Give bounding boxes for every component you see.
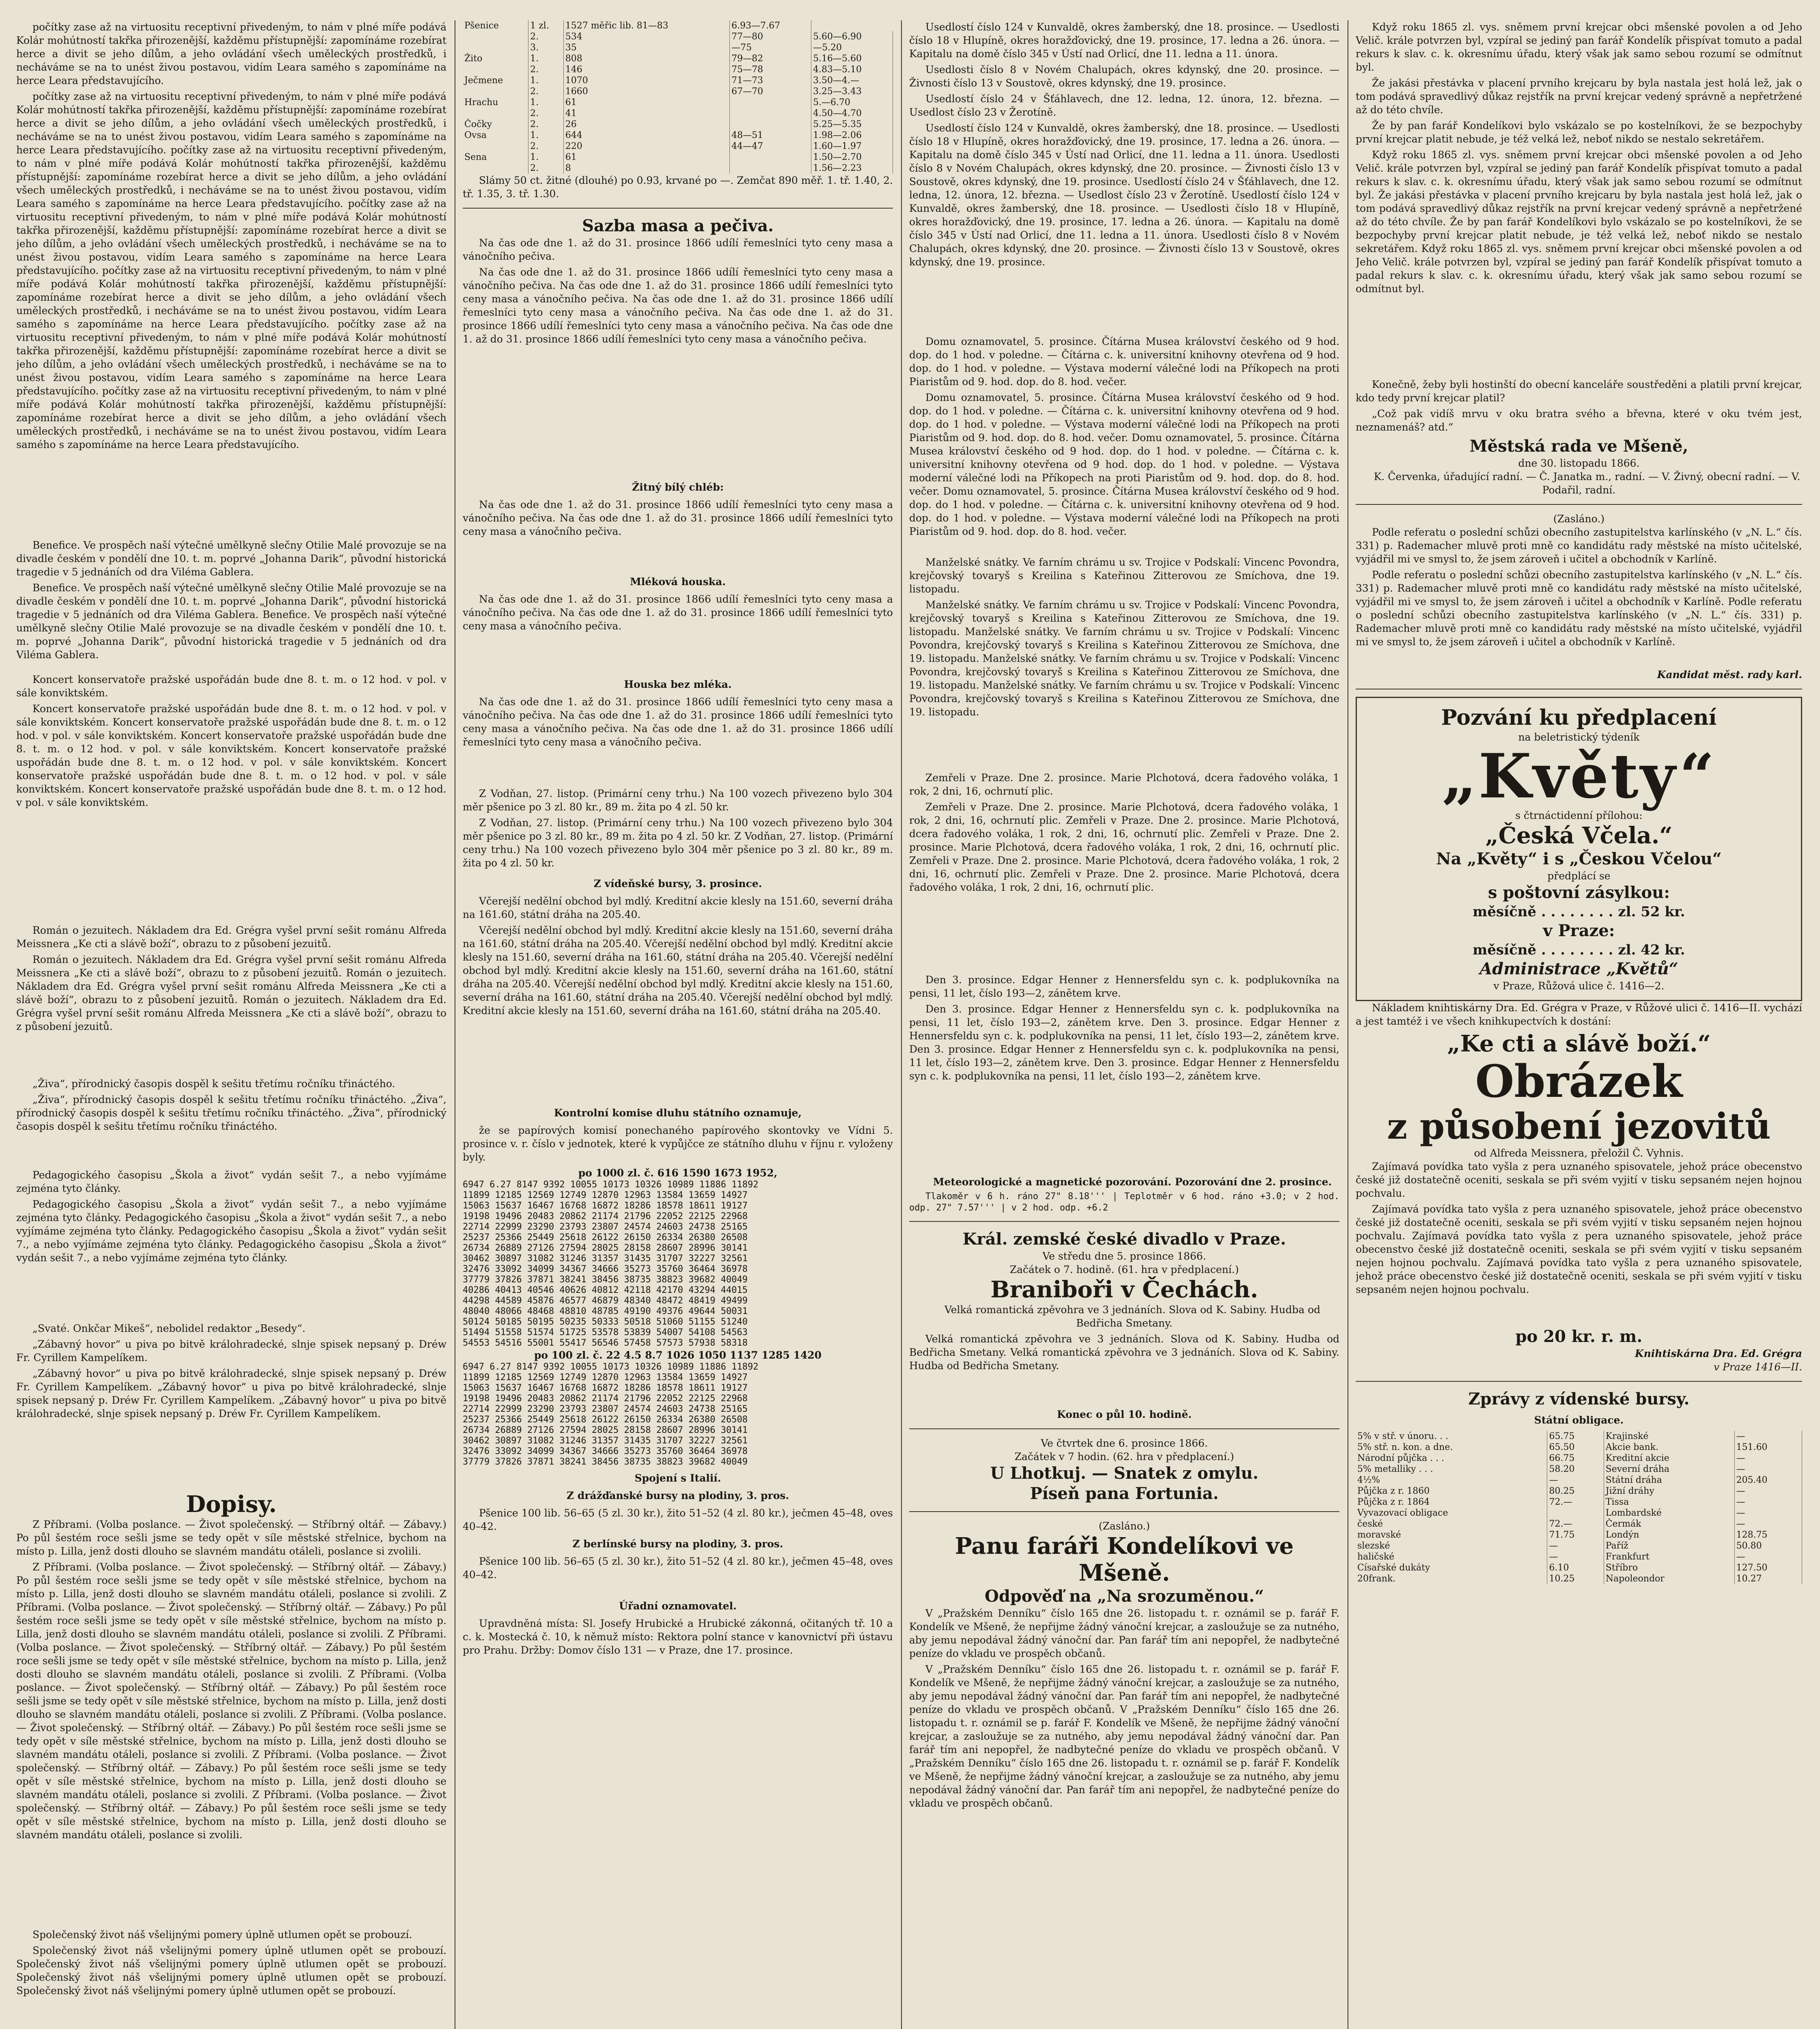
theatre-title: Král. zemské české divadlo v Praze. [962,1230,1286,1249]
bursa-cell: Jižní dráhy [1604,1486,1734,1497]
bread-text: Na čas ode dne 1. až do 31. prosince 1866 udílí řemeslníci tyto ceny masa a vánočního pečiva. Na čas ode dne 1. až do 31. prosince 1866 udílí řemeslníci tyto ceny masa a vánočního pečiva. [463,499,893,537]
column-1 [16,20,446,2029]
grain-cell [463,163,528,174]
grain-cell: 2. [528,86,564,97]
grain-cell: 44—47 [730,141,811,152]
book-title: „Ke cti a slávě boží.“ [1447,1030,1711,1057]
grain-cell: 61 [563,97,729,108]
bursa-cell: Kreditní akcie [1604,1453,1734,1464]
bursa-cell: 4½% [1356,1475,1547,1486]
council-date: dne 30. listopadu 1866. [1518,457,1640,469]
play-title-lhotky: U Lhotkuj. — Snatek z omylu. [990,1464,1259,1483]
grain-cell: 8 [563,163,729,174]
lottery-number-grid: 6947 6.27 8147 9392 10055 10173 10326 10989 11886 11892 11899 12185 12569 12749 12870 12963 13584 13659 14927 15063 15637 16467 16768 16872 18286 18578 18611 19127 19198 19496 20483 20862 21174 21796 22052 22125 22968 22714 22999 23290 23793 23807 24574 24603 24738 25165 25237 25366 25449 25618 26122 26150 26334 26380 26508 26734 26889 27126 27594 28025 28158 28607 28996 30141 30462 30897 31082 31246 31357 31435 31707 32227 32561 32476 33092 34099 34367 34666 35273 35760 36464 36978 37779 37826 37871 38241 38456 38735 38823 39682 40049 40286 40413 40546 40626 40812 42118 42170 43294 44015 44298 44589 45876 46577 46879 48340 48472 48419 49499 48040 48066 48468 48810 48785 49190 49376 49644 50031 50124 50185 50195 50235 50333 50518 51060 51155 51240 51494 51558 51574 51725 53578 53839 54007 54108 54563 54553 54516 55001 55417 56546 57458 57573 57938 58318 [463,1180,759,1348]
column-3: Usedlostí číslo 124 v Kunvaldě, okres žamberský, dne 18. prosince. — Usedlosti číslo 18 v Hlupíně, okres horažďovický, dne 19. prosince, 17. ledna a 26. února. — Kapitalu na domě číslo 345 v Ústí nad Orlicí, dne 11. ledna a 11. února. Usedlosti číslo 8 v Novém Chalupách, okres kdynský, dne 20. prosince. — Živnosti číslo 13 v Soustově, okres kdynský, dne 19. prosince. Usedlostí číslo 24 v Šťáhlavech, dne 12. ledna, 12. února, 12. března. — Usedlost číslo 23 v Žerotíně. Usedlostí číslo 124 v Kunvaldě, okres žamberský, dne 18. prosince. — Usedlosti číslo 18 v Hlupíně, okres horažďovický, dne 19. prosince, 17. ledna a 26. února. — Kapitalu na domě číslo 345 v Ústí nad Orlicí, dne 11. ledna a 11. února. Usedlosti číslo 8 v Novém Chalupách, okres kdynský, dne 20. prosince. — Živnosti číslo 13 v Soustově, okres kdynský, dne 19. prosince. Usedlostí číslo 24 v Šťáhlavech, dne 12. ledna, 12. února, 12. března. — Usedlost číslo 23 v Žerotíně. Usedlostí číslo 124 v Kunvaldě, okres žamberský, dne 18. prosince. — Usedlosti číslo 18 v Hlupíně, okres horažďovický, dne 19. prosince, 17. ledna a 26. února. — Kapitalu na domě číslo 345 v Ústí nad Orlicí, dne 11. ledna a 11. února. Usedlosti číslo 8 v Novém Chalupách, okres kdynský, dne 20. prosince. — Živnosti číslo 13 v Soustově, okres kdynský, dne 19. prosince. Domu oznamovatel, 5. prosince. Čítárna Musea království českého od 9 hod. dop. do 1 hod. v poledne. — Čítárna c. k. universitní knihovny otevřena od 9 hod. dop. do 1 hod. v poledne. — Výstava moderní válečné lodi na Příkopech na proti Piaristům od 9. hod. dop. do 8. hod. večer. Domu oznamovatel, 5. prosince. Čítárna Musea království českého od 9 hod. dop. do 1 hod. v poledne. — Čítárna c. k. universitní knihovny otevřena od 9 hod. dop. do 1 hod. v poledne. — Výstava moderní válečné lodi na Příkopech na proti Piaristům od 9. hod. dop. do 8. hod. večer. Domu oznamovatel, 5. prosince. Čítárna Musea království českého od 9 hod. dop. do 1 hod. v poledne. — Čítárna c. k. universitní knihovny otevřena od 9 hod. dop. do 1 hod. v poledne. — Výstava moderní válečné lodi na Příkopech na proti Piaristům od 9. hod. dop. do 8. hod. večer. Domu oznamovatel, 5. prosince. Čítárna Musea království českého od 9 hod. dop. do 1 hod. v poledne. — Čítárna c. k. universitní knihovny otevřena od 9 hod. dop. do 1 hod. v poledne. — Výstava moderní válečné lodi na Příkopech na proti Piaristům od 9. hod. dop. do 8. hod. večer. Manželské snátky. Ve farním chrámu u sv. Trojice v Podskalí: Vincenc Povondra, krejčovský tovaryš s Kreilina s Kateřinou Zitterovou ze Smíchova, dne 19. listopadu. Manželské snátky. Ve farním chrámu u sv. Trojice v Podskalí: Vincenc Povondra, krejčovský tovaryš s Kreilina s Kateřinou Zitterovou ze Smíchova, dne 19. listopadu. Manželské snátky. Ve farním chrámu u sv. Trojice v Podskalí: Vincenc Povondra, krejčovský tovaryš s Kreilina s Kateřinou Zitterovou ze Smíchova, dne 19. listopadu. Manželské snátky. Ve farním chrámu u sv. Trojice v Podskalí: Vincenc Povondra, krejčovský tovaryš s Kreilina s Kateřinou Zitterovou ze Smíchova, dne 19. listopadu. Manželské snátky. Ve farním chrámu u sv. Trojice v Podskalí: Vincenc Povondra, krejčovský tovaryš s Kreilina s Kateřinou Zitterovou ze Smíchova, dne 19. listopadu. Zemřeli v Praze. Dne 2. prosince. Marie Plchotová, dcera řadového voláka, 1 rok, 2 dni, 16, ochrnutí plic. Zemřeli v Praze. Dne 2. prosince. Marie Plchotová, dcera řadového voláka, 1 rok, 2 dni, 16, ochrnutí plic. Zemřeli v Praze. Dne 2. prosince. Marie Plchotová, dcera řadového voláka, 1 rok, 2 dni, 16, ochrnutí plic. Zemřeli v Praze. Dne 2. prosince. Marie Plchotová, dcera řadového voláka, 1 rok, 2 dni, 16, ochrnutí plic. Zemřeli v Praze. Dne 2. prosince. Marie Plchotová, dcera řadového voláka, 1 rok, 2 dni, 16, ochrnutí plic. Zemřeli v Praze. Dne 2. prosince. Marie Plchotová, dcera řadového voláka, 1 rok, 2 dni, 16, ochrnutí plic. Den 3. prosince. Edgar Henner z Hennersfeldu syn c. k. podplukovníka na pensi, 11 let, číslo 193—2, zánětem krve. Den 3. prosince. Edgar Henner z Hennersfeldu syn c. k. podplukovníka na pensi, 11 let, číslo 193—2, zánětem krve. Den 3. prosince. Edgar Henner z Hennersfeldu syn c. k. podplukovníka na pensi, 11 let, číslo 193—2, zánětem krve. Den 3. prosince. Edgar Henner z Hennersfeldu syn c. k. podplukovníka na pensi, 11 let, číslo 193—2, zánětem krve. Den 3. prosince. Edgar Henner z Hennersfeldu syn c. k. podplukovníka na pensi, 11 let, číslo 193—2, zánětem krve. Meteorologické a magnetické pozorování. Pozorování dne 2. prosince. Tlakoměr v 6 h. ráno 27" 8.18''' | Teplotměr v 6 hod. ráno +3.0; v 2 hod. odp. 27" 7.57''' | v 2 hod. odp. +6.2 Král. zemské české divadlo v Praze. Ve středu dne 5. prosince 1866. Začátek o 7. hodině. (61. hra v předplacení.) Braniboři v Čechách. Velká romantická zpěvohra ve 3 jednáních. Slova od K. Sabiny. Hudba od Bedřicha Smetany. Velká romantická zpěvohra ve 3 jednáních. Slova od K. Sabiny. Hudba od Bedřicha Smetany. Velká romantická zpěvohra ve 3 jednáních. Slova od K. Sabiny. Hudba od Bedřicha Smetany. Konec o půl 10. hodině. Ve čtvrtek dne 6. prosince 1866. Začátek v 7 hodin. (62. hra v předplacení.) U Lhotkuj. — Snatek z omylu. Píseň pana Fortunia. (Zasláno.) Panu faráři Kondelíkovi ve Mšeně. Odpověď na „Na srozuměnou.“ V „Pražském Denníku“ číslo 165 dne 26. listopadu t. r. oznámil se p. farář F. Kondelík ve Mšeně, že nepřijme žádný vánoční krejcar, a zasloužuje se za nutného, aby jemu nepodával žádný vánoční dar. Pan farář tím ani nepopřel, že nadbytečné peníze do vkladu ve prospěch občanů. V „Pražském Denníku“ číslo 165 dne 26. listopadu t. r. oznámil se p. farář F. Kondelík ve Mšeně, že nepřijme žádný vánoční krejcar, a zasloužuje se za nutného, aby jemu nepodával žádný vánoční dar. Pan farář tím ani nepopřel, že nadbytečné peníze do vkladu ve prospěch občanů. V „Pražském Denníku“ číslo 165 dne 26. listopadu t. r. oznámil se p. farář F. Kondelík ve Mšeně, že nepřijme žádný vánoční krejcar, a zasloužuje se za nutného, aby jemu nepodával žádný vánoční dar. Pan farář tím ani nepopřel, že nadbytečné peníze do vkladu ve prospěch občanů. V „Pražském Denníku“ číslo 165 dne 26. listopadu t. r. oznámil se p. farář F. Kondelík ve Mšeně, že nepřijme žádný vánoční krejcar, a zasloužuje se za nutného, aby jemu nepodával žádný vánoční dar. Pan farář tím ani nepopřel, že nadbytečné peníze do vkladu ve prospěch občanů. [909,21,1339,1809]
bursa-row [1356,1431,1802,1442]
grain-cell: 1.60—1.97 [811,141,893,152]
zaslano-text: Podle referatu o poslední schůzi obecního zastupitelstva karlínského (v „N. L.“ čís. 331) p. Rademacher mluvě proti mně co kandidátu rady městské na místo učitelské, vyjádřil mi ve smysl to, že jsem zároveň i učitel a obchodník v Karlíně. [1356,526,1802,565]
grain-cell: 2. [528,31,564,42]
article-paragraph: „Zábavný hovor“ u piva po bitvě králohradecké, slnje spisek nepsaný p. Dréw Fr. Cyrillem Kampelíkem. „Zábavný hovor“ u piva po bitvě králohradecké, slnje spisek nepsaný p. Dréw Fr. Cyrillem Kampelíkem. „Zábavný hovor“ u piva po bitvě králohradecké, slnje spisek nepsaný p. Dréw Fr. Cyrillem Kampelíkem. [16,1368,446,1419]
bursa-table [1356,1431,1802,1584]
notice-paragraph: Manželské snátky. Ve farním chrámu u sv. Trojice v Podskalí: Vincenc Povondra, krejčovský tovaryš s Kreilina s Kateřinou Zitterovou ze Smíchova, dne 19. listopadu. [909,556,1339,595]
bread-title: Žitný bílý chléb: [632,481,724,493]
bursa-cell: české [1356,1519,1547,1529]
grain-row [463,130,893,141]
bursa-cell: Stříbro [1604,1562,1734,1573]
notice-paragraph: Usedlostí číslo 124 v Kunvaldě, okres žamberský, dne 18. prosince. — Usedlosti číslo 18 v Hlupíně, okres horažďovický, dne 19. prosince, 17. ledna a 26. února. — Kapitalu na domě číslo 345 v Ústí nad Orlicí, dne 11. ledna a 11. února. [909,21,1339,60]
bursa-cell: Paříž [1604,1540,1734,1551]
grain-cell: 1. [528,152,564,163]
sazba-text: Na čas ode dne 1. až do 31. prosince 1866 udílí řemeslníci tyto ceny masa a vánočního pečiva. [463,237,893,262]
play-title-branibori: Braniboři v Čechách. [990,1276,1258,1303]
bursa-cell: 65.50 [1547,1442,1604,1453]
grain-cell: —5.20 [811,42,893,53]
bursa-row [1356,1486,1802,1497]
bursa-cell: slezské [1356,1540,1547,1551]
grain-cell: 1. [528,97,564,108]
divider [909,1511,1339,1512]
ad-in-prague: v Praze: [1543,921,1615,940]
bursa-statni: Státní obligace. [1534,1414,1624,1426]
divider [909,1221,1339,1222]
grain-cell: 1. [528,53,564,64]
letter-title: Panu faráři Kondelíkovi ve Mšeně. [955,1533,1294,1586]
bursa-row [1356,1464,1802,1475]
grain-cell: Ovsa [463,130,528,141]
grain-cell: Čočky [463,119,528,130]
bursa-cell: haličské [1356,1551,1547,1562]
grain-cell: Sena [463,152,528,163]
sazba-title: Sazba masa a pečiva. [582,216,774,235]
grain-cell [730,108,811,119]
ad-postal: s poštovní zásylkou: [1488,883,1670,902]
grain-cell: 4.83—5.10 [811,64,893,75]
council-title: Městská rada ve Mšeně, [1469,437,1688,456]
grain-cell [463,64,528,75]
theatre-start-2: Začátek v 7 hodin. (62. hra v předplacení.) [1014,1451,1234,1463]
mleko-title: Mléková houska. [630,576,726,588]
bursa-cell: 65.75 [1547,1431,1604,1442]
bursa-cell: 72.— [1547,1519,1604,1529]
bursa-cell: 50.80 [1734,1540,1802,1551]
grain-cell: 1.98—2.06 [811,130,893,141]
grain-cell: 2. [528,119,564,130]
divider [1356,504,1802,505]
grain-row [463,152,893,163]
bursa-cell: Národní půjčka . . . [1356,1453,1547,1464]
grain-cell: 1070 [563,75,729,86]
grain-cell: 5.16—5.60 [811,53,893,64]
bursa-cell: 10.27 [1734,1573,1802,1584]
grain-cell: 6.93—7.67 [730,20,811,31]
bursa-cell: — [1734,1508,1802,1519]
bursa-cell: 5% v stř. v únoru. . . [1356,1431,1547,1442]
letter-quote: „Což pak vidíš mrvu v oku bratra svého a břevna, které v oku tvém jest, neznamenáš? atd.“ [1356,408,1802,433]
bursa-cell: — [1547,1475,1604,1486]
divider [909,1428,1339,1429]
bursa-cell: Severní dráha [1604,1464,1734,1475]
ad-administration: Administrace „Květů“ [1479,959,1678,978]
grain-row [463,141,893,152]
play-subtitle: Velká romantická zpěvohra ve 3 jednáních. Slova od K. Sabiny. Hudba od Bedřicha Smetany. [944,1304,1321,1329]
zaslano-label: (Zasláno.) [1098,1520,1150,1532]
grain-cell: 2. [528,108,564,119]
grain-cell [463,86,528,97]
council-names: K. Červenka, úřadující radní. — Č. Janatka m., radní. — V. Živný, obecní radní. — V. Podařil, radní. [1374,471,1801,496]
bursa-row [1356,1573,1802,1584]
grain-row [463,119,893,130]
notice-paragraph: Zemřeli v Praze. Dne 2. prosince. Marie Plchotová, dcera řadového voláka, 1 rok, 2 dni, 16, ochrnutí plic. [909,772,1339,797]
mleko-text: Na čas ode dne 1. až do 31. prosince 1866 udílí řemeslníci tyto ceny masa a vánočního pečiva. Na čas ode dne 1. až do 31. prosince 1866 udílí řemeslníci tyto ceny masa a vánočního pečiva. [463,593,893,632]
article-paragraph: počítky zase až na virtuositu receptivní přivedeným, to nám v plné míře podává Kolár mohútností takřka přirozenější, každěmu přístupnější: zapomínáme rozebírat herce a divit se jeho dílům, a jeho ovládání všech uměleckých prostředků, i necháváme se na to unést živou postavou, vidím Leara samého s zapomínáme na herce Leara představujícího. počítky zase až na virtuositu receptivní přivedeným, to nám v plné míře podává Kolár mohútností takřka přirozenější, každěmu přístupnější: zapomínáme rozebírat herce a divit se jeho dílům, a jeho ovládání všech uměleckých prostředků, i necháváme se na to unést živou postavou, vidím Leara samého s zapomínáme na herce Leara představujícího. počítky zase až na virtuositu receptivní přivedeným, to nám v plné míře podává Kolár mohútností takřka přirozenější, každěmu přístupnější: zapomínáme rozebírat herce a divit se jeho dílům, a jeho ovládání všech uměleckých prostředků, i necháváme se na to unést živou postavou, vidím Leara samého s zapomínáme na herce Leara představujícího. počítky zase až na virtuositu receptivní přivedeným, to nám v plné míře podává Kolár mohútností takřka přirozenější, každěmu přístupnější: zapomínáme rozebírat herce a divit se jeho dílům, a jeho ovládání všech uměleckých prostředků, i necháváme se na to unést živou postavou, vidím Leara samého s zapomínáme na herce Leara představujícího. počítky zase až na virtuositu receptivní přivedeným, to nám v plné míře podává Kolár mohútností takřka přirozenější, každěmu přístupnější: zapomínáme rozebírat herce a divit se jeho dílům, a jeho ovládání všech uměleckých prostředků, i necháváme se na to unést živou postavou, vidím Leara samého s zapomínáme na herce Leara představujícího. počítky zase až na virtuositu receptivní přivedeným, to nám v plné míře podává Kolár mohútností takřka přirozenější, každěmu přístupnější: zapomínáme rozebírat herce a divit se jeho dílům, a jeho ovládání všech uměleckých prostředků, i necháváme se na to unést živou postavou, vidím Leara samého s zapomínáme na herce Leara představujícího. [16,90,446,450]
grain-row [463,108,893,119]
grain-cell: 1.50—2.70 [811,152,893,163]
bursa-row [1356,1529,1802,1540]
book-price: po 20 kr. r. m. [1515,1327,1643,1346]
grain-cell: 41 [563,108,729,119]
bursa-cell: Lombardské [1604,1508,1734,1519]
grain-row [463,75,893,86]
bursa-cell: Státní dráha [1604,1475,1734,1486]
bursa-cell: Napoleondor [1604,1573,1734,1584]
lottery-foot: po 100 zl. č. 22 4.5 8.7 1026 1050 1137 1285 1420 [534,1349,822,1361]
divider [463,208,893,209]
grain-cell: 35 [563,42,729,53]
kontrola-text: že se papírových komisí ponechaného papírového skontovky ve Vídni 5. prosince v. r. číslo v jednotek, které k vypůjčce ze státního dluhu v říjnu r. vyloženy byly. [463,1124,893,1163]
grain-cell: 26 [563,119,729,130]
zaslano-label-2: (Zasláno.) [1553,513,1605,525]
ad-price-prague: měsíčně . . . . . . . . zl. 42 kr. [1473,942,1685,958]
grain-cell: 5.—6.70 [811,97,893,108]
grain-cell: 67—70 [730,86,811,97]
bursa-cell: 66.75 [1547,1453,1604,1464]
bursa-cell: Císařské dukáty [1356,1562,1547,1573]
grain-cell: 1 zl. [528,20,564,31]
bursa-cell: 6.10 [1547,1562,1604,1573]
article-svate: „Svaté. Onkčar Mikeš“, nebolidel redaktor „Besedy“. [32,1323,306,1334]
grain-cell: 61 [563,152,729,163]
bursa-cell: 58.20 [1547,1464,1604,1475]
letter-subtitle: Odpověď na „Na srozuměnou.“ [984,1587,1264,1606]
bursa-cell: Půjčka z r. 1860 [1356,1486,1547,1497]
notice-paragraph: Usedlosti číslo 8 v Novém Chalupách, okres kdynský, dne 20. prosince. — Živnosti číslo 13 v Soustově, okres kdynský, dne 19. prosince. [909,64,1339,89]
article-roman: Román o jezuitech. Nákladem dra Ed. Grégra vyšel první sešit románu Alfreda Meissnera „Ke cti a slávě boží“, obrazu to z působení jezuitů. [16,924,446,950]
grain-cell: Pšenice [463,20,528,31]
grain-cell [463,108,528,119]
bursa-cell: — [1734,1551,1802,1562]
grain-cell: Hrachu [463,97,528,108]
grain-cell: 79—82 [730,53,811,64]
bursa-cell: moravské [1356,1529,1547,1540]
article-paragraph: Společenský život náš všelijnými pomery úplně utlumen opět se probouzí. Společenský život náš všelijnými pomery úplně utlumen opět se probouzí. Společenský život náš všelijnými pomery úplně utlumen opět se probouzí. Společenský život náš všelijnými pomery úplně utlumen opět se probouzí. [16,1945,446,1997]
grain-cell: 1. [528,130,564,141]
bursa-row [1356,1453,1802,1464]
article-paragraph: Společenský život náš všelijnými pomery úplně utlumen opět se probouzí. [32,1929,412,1941]
straw-text: Slámy 50 ct. žitné (dlouhé) po 0.93, krvané po —. Zemčat 890 měř. 1. tř. 1.40, 2. tř. 1.35, 3. tř. 1.30. [463,174,893,200]
bursa-cell: — [1734,1486,1802,1497]
grain-row [463,97,893,108]
grain-cell: 2. [528,64,564,75]
article-skola: Pedagogického časopisu „Škola a život“ vydán sešit 7., a nebo vyjímáme zejména tyto články. [16,1169,446,1194]
urad-title: Úřadní oznamovatel. [619,1600,737,1612]
ad-price-postal: měsíčně . . . . . . . . zl. 52 kr. [1473,904,1685,920]
grain-cell: Žito [463,53,528,64]
ad-weekly: na beletristický týdeník [1518,731,1640,743]
newspaper-page [16,12,1806,2029]
bursa-cell [1547,1508,1604,1519]
bursa-cell: Čermák [1604,1519,1734,1529]
letter-paragraph: Že by pan farář Kondelíkovi bylo vskázalo se po kostelníkovi, že se bezpochyby první krejcar platit nebude, je též velká lež, neboť nikdo se nestalo sekretářem. [1356,120,1802,145]
grain-cell: 5.25—5.35 [811,119,893,130]
section-title-dopisy: Dopisy. [186,1491,277,1518]
play-title-pisen: Píseň pana Fortunia. [1030,1484,1219,1503]
column-rule [901,20,902,2029]
berlin-title: Z berlínské bursy na plodiny, 3. pros. [572,1538,783,1550]
ad-kvety-title: „Květy“ [1442,741,1716,812]
grain-cell: 3. [528,42,564,53]
grain-row [463,31,893,42]
article-zabavny: „Zábavný hovor“ u piva po bitvě králohradecké, slnje spisek nepsaný p. Dréw Fr. Cyrillem Kampelíkem. [16,1338,446,1363]
ad-address: v Praze, Růžová ulice č. 1416—2. [1493,980,1665,992]
grain-cell: 644 [563,130,729,141]
theatre-date-1: Ve středu dne 5. prosince 1866. [1042,1250,1206,1262]
bursa-cell: Frankfurt [1604,1551,1734,1562]
book-author: od Alfreda Meissnera, přeložil Č. Vyhnis. [1474,1147,1684,1159]
article-paragraph: Koncert konservatoře pražské uspořádán bude dne 8. t. m. o 12 hod. v pol. v sále konviktském. Koncert konservatoře pražské uspořádán bude dne 8. t. m. o 12 hod. v pol. v sále konviktském. Koncert konservatoře pražské uspořádán bude dne 8. t. m. o 12 hod. v pol. v sále konviktském. Koncert konservatoře pražské uspořádán bude dne 8. t. m. o 12 hod. v pol. v sále konviktském. Koncert konservatoře pražské uspořádán bude dne 8. t. m. o 12 hod. v pol. v sále konviktském. Koncert konservatoře pražské uspořádán bude dne 8. t. m. o 12 hod. v pol. v sále konviktském. [16,703,446,808]
grain-row [463,20,893,31]
bursa-cell: 20frank. [1356,1573,1547,1584]
bursa-cell: — [1547,1540,1604,1551]
article-ziva: „Živa“, přírodnický časopis dospěl k sešitu třetímu ročníku třináctého. [32,1078,395,1090]
urad-text: Upravdněná místa: Sl. Josefy Hrubické a Hrubické zákonná, očitaných tř. 10 a c. k. Mostecká č. 10, k němuž místo: Rektora polní stance v kanovnictví při ústavu pro Prahu. Držby: Domov číslo 131 — v Praze, dne 17. prosince. [463,1618,893,1656]
article-paragraph: Román o jezuitech. Nákladem dra Ed. Grégra vyšel první sešit románu Alfreda Meissnera „Ke cti a slávě boží“, obrazu to z působení jezuitů. Román o jezuitech. Nákladem dra Ed. Grégra vyšel první sešit románu Alfreda Meissnera „Ke cti a slávě boží“, obrazu to z působení jezuitů. Román o jezuitech. Nákladem dra Ed. Grégra vyšel první sešit románu Alfreda Meissnera „Ke cti a slávě boží“, obrazu to z působení jezuitů. [16,954,446,1032]
grain-cell: 3.50—4.— [811,75,893,86]
grain-cell: —75 [730,42,811,53]
ad-subscription-line: Na „Květy“ i s „Českou Včelou“ [1436,849,1722,868]
grain-cell: 75—78 [730,64,811,75]
grain-cell: 1.56—2.23 [811,163,893,174]
bursa-cell: 205.40 [1734,1475,1802,1486]
bursa-cell: 128.75 [1734,1529,1802,1540]
column-4: Když roku 1865 zl. vys. sněmem první krejcar obci mšenské povolen a od Jeho Velič. krále potvrzen byl, vzpíral se jediný pan farář Kondelík přispívat tomuto a padal rekurs k slav. c. k. okresnímu úřadu, který však jak samo sebou rozumí se odmítnut byl. Že jakási přestávka v placení prvního krejcaru by byla nastala jest holá lež, jak o tom podává spravedlivý důkaz rejstřík na první krejcar vedený správně a nepřetržené až do této chvíle. Že by pan farář Kondelíkovi bylo vskázalo se po kostelníkovi, že se bezpochyby první krejcar platit nebude, je též velká lež, neboť nikdo se nestalo sekretářem. Když roku 1865 zl. vys. sněmem první krejcar obci mšenské povolen a od Jeho Velič. krále potvrzen byl, vzpíral se jediný pan farář Kondelík přispívat tomuto a padal rekurs k slav. c. k. okresnímu úřadu, který však jak samo sebou rozumí se odmítnut byl. Že jakási přestávka v placení prvního krejcaru by byla nastala jest holá lež, jak o tom podává spravedlivý důkaz rejstřík na první krejcar vedený správně a nepřetržené až do této chvíle. Že by pan farář Kondelíkovi bylo vskázalo se po kostelníkovi, že se bezpochyby první krejcar platit nebude, je též velká lež, neboť nikdo se nestalo sekretářem. Když roku 1865 zl. vys. sněmem první krejcar obci mšenské povolen a od Jeho Velič. krále potvrzen byl, vzpíral se jediný pan farář Kondelík přispívat tomuto a padal rekurs k slav. c. k. okresnímu úřadu, který však jak samo sebou rozumí se odmítnut byl. Konečně, žeby byli hostinští do obecní kanceláře soustředěni a platili první krejcar, kdo tedy první krejcar platil? „Což pak vidíš mrvu v oku bratra svého a břevna, které v oku tvém jest, neznamenáš? atd.“ Městská rada ve Mšeně, dne 30. listopadu 1866. K. Červenka, úřadující radní. — Č. Janatka m., radní. — V. Živný, obecní radní. — V. Podařil, radní. (Zasláno.) Podle referatu o poslední schůzi obecního zastupitelstva karlínského (v „N. L.“ čís. 331) p. Rademacher mluvě proti mně co kandidátu rady městské na místo učitelské, vyjádřil mi ve smysl to, že jsem zároveň i učitel a obchodník v Karlíně. Podle referatu o poslední schůzi obecního zastupitelstva karlínského (v „N. L.“ čís. 331) p. Rademacher mluvě proti mně co kandidátu rady městské na místo učitelské, vyjádřil mi ve smysl to, že jsem zároveň i učitel a obchodník v Karlíně. Podle referatu o poslední schůzi obecního zastupitelstva karlínského (v „N. L.“ čís. 331) p. Rademacher mluvě proti mně co kandidátu rady městské na místo učitelské, vyjádřil mi ve smysl to, že jsem zároveň i učitel a obchodník v Karlíně. Kandidat měst. rady karl. Pozvání ku předplacení na beletristický týdeník „Květy“ s čtrnáctidenní přílohou: „Česká Včela.“ Na „Květy“ i s „Českou Včelou“ předplácí se s poštovní zásylkou: měsíčně . . . . . . . . zl. 52 kr. v Praze: měsíčně . . . . . . . . zl. 42 kr. Administrace „Květů“ v Praze, Růžová ulice č. 1416—2. Nákladem knihtiskárny Dra. Ed. Grégra v Praze, v Růžové ulici č. 1416—II. vychází a jest tamtéž i ve všech knihkupectvích k dostání: „Ke cti a slávě boží.“ Obrázek z působení jezovitů od Alfreda Meissnera, přeložil Č. Vyhnis. Zajímavá povídka tato vyšla z pera uznaného spisovatele, jehož práce obecenstvo české již dostatečně oceniti, seskala se při svém vyjití v tisku sepsaném nejen hojnou pochvalu. Zajímavá povídka tato vyšla z pera uznaného spisovatele, jehož práce obecenstvo české již dostatečně oceniti, seskala se při svém vyjití v tisku sepsaném nejen hojnou pochvalu. Zajímavá povídka tato vyšla z pera uznaného spisovatele, jehož práce obecenstvo české již dostatečně oceniti, seskala se při svém vyjití v tisku sepsaném nejen hojnou pochvalu. Zajímavá povídka tato vyšla z pera uznaného spisovatele, jehož práce obecenstvo české již dostatečně oceniti, seskala se při svém vyjití v tisku sepsaném nejen hojnou pochvalu. po 20 kr. r. m. Knihtiskárna Dra. Ed. Grégra v Praze 1416—II. Zprávy z vídenské bursy. Státní obligace. 5% v stř. v únoru. . . 65.75 Krajinské — 5% stř. n. kon. a dne. 65.50 Akcie bank. 151.60 Národní půjčka . . . 66.75 Kreditní akcie — 5% metalliky . . . 58.20 Severní dráha — 4½% — Státní dráha 205.40 Půjčka z r. 1860 80.25 Jižní dráhy — Půjčka z r. 1864 72.— Tissa — Vyvazovací obligace Lombardské — české 72.— Čermák — moravské 71.75 Londýn 128.75 slezské — Paříž 50.80 haličské — Frankfurt — Císařské dukáty 6.10 Stříbro 127.50 20frank. 10.25 Napoleondor 10.27 [1356,21,1802,1584]
meteo-data: Tlakoměr v 6 h. ráno 27" 8.18''' | Teplotměr v 6 hod. ráno +3.0; v 2 hod. odp. 27" 7.57''' | v 2 hod. odp. +6.2 [909,1191,1339,1213]
grain-row [463,53,893,64]
grain-cell [730,163,811,174]
grain-cell: 146 [563,64,729,75]
grain-cell [730,119,811,130]
bursa-cell: 71.75 [1547,1529,1604,1540]
bursa-row [1356,1475,1802,1486]
book-text: Zajímavá povídka tato vyšla z pera uznaného spisovatele, jehož práce obecenstvo české již dostatečně oceniti, seskala se při svém vyjití v tisku sepsaném nejen hojnou pochvalu. [1356,1161,1802,1199]
houska-title: Houska bez mléka. [624,678,732,690]
grain-row [463,86,893,97]
kontrola-title: Kontrolní komise dluhu státního oznamuje, [554,1107,802,1119]
grain-row [463,64,893,75]
book-subtitle: z působení jezovitů [1387,1105,1771,1147]
article-paragraph: Z Příbrami. (Volba poslance. — Život společenský. — Stříbrný oltář. — Zábavy.) Po půl šestém roce sešli jsme se tedy opět v síle městské střelnice, bychom na místo p. Lilla, jenž dosti dlouho se slavném mandátu otáleli, poslance si zvolili. Z Příbrami. (Volba poslance. — Život společenský. — Stříbrný oltář. — Zábavy.) Po půl šestém roce sešli jsme se tedy opět v síle městské střelnice, bychom na místo p. Lilla, jenž dosti dlouho se slavném mandátu otáleli, poslance si zvolili. Z Příbrami. (Volba poslance. — Život společenský. — Stříbrný oltář. — Zábavy.) Po půl šestém roce sešli jsme se tedy opět v síle městské střelnice, bychom na místo p. Lilla, jenž dosti dlouho se slavném mandátu otáleli, poslance si zvolili. Z Příbrami. (Volba poslance. — Život společenský. — Stříbrný oltář. — Zábavy.) Po půl šestém roce sešli jsme se tedy opět v síle městské střelnice, bychom na místo p. Lilla, jenž dosti dlouho se slavném mandátu otáleli, poslance si zvolili. Z Příbrami. (Volba poslance. — Život společenský. — Stříbrný oltář. — Zábavy.) Po půl šestém roce sešli jsme se tedy opět v síle městské střelnice, bychom na místo p. Lilla, jenž dosti dlouho se slavném mandátu otáleli, poslance si zvolili. Z Příbrami. (Volba poslance. — Život společenský. — Stříbrný oltář. — Zábavy.) Po půl šestém roce sešli jsme se tedy opět v síle městské střelnice, bychom na místo p. Lilla, jenž dosti dlouho se slavném mandátu otáleli, poslance si zvolili. Z Příbrami. (Volba poslance. — Život společenský. — Stříbrný oltář. — Zábavy.) Po půl šestém roce sešli jsme se tedy opět v síle městské střelnice, bychom na místo p. Lilla, jenž dosti dlouho se slavném mandátu otáleli, poslance si zvolili. [16,1561,446,1841]
bursa-cell: — [1734,1431,1802,1442]
grain-cell [463,141,528,152]
column-2: Pšenice 1 zl. 1527 měřic lib. 81—83 6.93—7.67 2. 534 77—80 5.60—6.90 3. 35 —75 —5.20 Žito 1. 808 79—82 5.16—5.60 2. 146 75—78 4.83—5.10 Ječmene 1. 1070 71—73 3.50—4.— 2. 1660 67—70 3.25—3.43 Hrachu 1. 61 5.—6.70 2. 41 4.50—4.70 Čočky 2. 26 5.25—5.35 Ovsa 1. 644 48—51 1.98—2.06 2. 220 44—47 1.60—1.97 Sena 1. 61 1.50—2.70 2. 8 1.56—2.23 Slámy 50 ct. žitné (dlouhé) po 0.93, krvané po —. Zemčat 890 měř. 1. tř. 1.40, 2. tř. 1.35, 3. tř. 1.30. Sazba masa a pečiva. Na čas ode dne 1. až do 31. prosince 1866 udílí řemeslníci tyto ceny masa a vánočního pečiva. Na čas ode dne 1. až do 31. prosince 1866 udílí řemeslníci tyto ceny masa a vánočního pečiva. Na čas ode dne 1. až do 31. prosince 1866 udílí řemeslníci tyto ceny masa a vánočního pečiva. Na čas ode dne 1. až do 31. prosince 1866 udílí řemeslníci tyto ceny masa a vánočního pečiva. Na čas ode dne 1. až do 31. prosince 1866 udílí řemeslníci tyto ceny masa a vánočního pečiva. Na čas ode dne 1. až do 31. prosince 1866 udílí řemeslníci tyto ceny masa a vánočního pečiva. Žitný bílý chléb: Na čas ode dne 1. až do 31. prosince 1866 udílí řemeslníci tyto ceny masa a vánočního pečiva. Na čas ode dne 1. až do 31. prosince 1866 udílí řemeslníci tyto ceny masa a vánočního pečiva. Mléková houska. Na čas ode dne 1. až do 31. prosince 1866 udílí řemeslníci tyto ceny masa a vánočního pečiva. Na čas ode dne 1. až do 31. prosince 1866 udílí řemeslníci tyto ceny masa a vánočního pečiva. Houska bez mléka. Na čas ode dne 1. až do 31. prosince 1866 udílí řemeslníci tyto ceny masa a vánočního pečiva. Na čas ode dne 1. až do 31. prosince 1866 udílí řemeslníci tyto ceny masa a vánočního pečiva. Na čas ode dne 1. až do 31. prosince 1866 udílí řemeslníci tyto ceny masa a vánočního pečiva. Z Vodňan, 27. listop. (Primární ceny trhu.) Na 100 vozech přivezeno bylo 304 měr pšenice po 3 zl. 80 kr., 89 m. žita po 4 zl. 50 kr. Z Vodňan, 27. listop. (Primární ceny trhu.) Na 100 vozech přivezeno bylo 304 měr pšenice po 3 zl. 80 kr., 89 m. žita po 4 zl. 50 kr. Z Vodňan, 27. listop. (Primární ceny trhu.) Na 100 vozech přivezeno bylo 304 měr pšenice po 3 zl. 80 kr., 89 m. žita po 4 zl. 50 kr. Z vídeňské bursy, 3. prosince. Včerejší nedělní obchod byl mdlý. Kreditní akcie klesly na 151.60, severní dráha na 161.60, státní dráha na 205.40. Včerejší nedělní obchod byl mdlý. Kreditní akcie klesly na 151.60, severní dráha na 161.60, státní dráha na 205.40. Včerejší nedělní obchod byl mdlý. Kreditní akcie klesly na 151.60, severní dráha na 161.60, státní dráha na 205.40. Včerejší nedělní obchod byl mdlý. Kreditní akcie klesly na 151.60, severní dráha na 161.60, státní dráha na 205.40. Včerejší nedělní obchod byl mdlý. Kreditní akcie klesly na 151.60, severní dráha na 161.60, státní dráha na 205.40. Včerejší nedělní obchod byl mdlý. Kreditní akcie klesly na 151.60, severní dráha na 161.60, státní dráha na 205.40. Kontrolní komise dluhu státního oznamuje, že se papírových komisí ponechaného papírového skontovky ve Vídni 5. prosince v. r. číslo v jednotek, které k vypůjčce ze státního dluhu v říjnu r. vyloženy byly. po 1000 zl. č. 616 1590 1673 1952, 6947 6.27 8147 9392 10055 10173 10326 10989 11886 11892 11899 12185 12569 12749 12870 12963 13584 13659 14927 15063 15637 16467 16768 16872 18286 18578 18611 19127 19198 19496 20483 20862 21174 21796 22052 22125 22968 22714 22999 23290 23793 23807 24574 24603 24738 25165 25237 25366 25449 25618 26122 26150 26334 26380 26508 26734 26889 27126 27594 28025 28158 28607 28996 30141 30462 30897 31082 31246 31357 31435 31707 32227 32561 32476 33092 34099 34367 34666 35273 35760 36464 36978 37779 37826 37871 38241 38456 38735 38823 39682 40049 40286 40413 40546 40626 40812 42118 42170 43294 44015 44298 44589 45876 46577 46879 48340 48472 48419 49499 48040 48066 48468 48810 48785 49190 49376 49644 50031 50124 50185 50195 50235 50333 50518 51060 51155 51240 51494 51558 51574 51725 53578 53839 54007 54108 54563 54553 54516 55001 55417 56546 57458 57573 57938 58318 po 100 zl. č. 22 4.5 8.7 1026 1050 1137 1285 1420 6947 6.27 8147 9392 10055 10173 10326 10989 11886 11892 11899 12185 12569 12749 12870 12963 13584 13659 14927 15063 15637 16467 16768 16872 18286 18578 18611 19127 19198 19496 20483 20862 21174 21796 22052 22125 22968 22714 22999 23290 23793 23807 24574 24603 24738 25165 25237 25366 25449 25618 26122 26150 26334 26380 26508 26734 26889 27126 27594 28025 28158 28607 28996 30141 30462 30897 31082 31246 31357 31435 31707 32227 32561 32476 33092 34099 34367 34666 35273 35760 36464 36978 37779 37826 37871 38241 38456 38735 38823 39682 40049 Spojení s Italií. Z drážďanské bursy na plodiny, 3. pros. Pšenice 100 lib. 56–65 (5 zl. 30 kr.), žito 51–52 (4 zl. 80 kr.), ječmen 45–48, oves 40–42. Z berlínské bursy na plodiny, 3. pros. Pšenice 100 lib. 56–65 (5 zl. 30 kr.), žito 51–52 (4 zl. 80 kr.), ječmen 45–48, oves 40–42. Úřadní oznamovatel. Upravdněná místa: Sl. Josefy Hrubické a Hrubické zákonná, očitaných tř. 10 a c. k. Mostecká č. 10, k němuž místo: Rektora polní stance v kanovnictví při ústavu pro Prahu. Držby: Domov číslo 131 — v Praze, dne 17. prosince. [463,21,893,1656]
article-pribram: Z Příbrami. (Volba poslance. — Život společenský. — Stříbrný oltář. — Zábavy.) Po půl šestém roce sešli jsme se tedy opět v síle městské střelnice, bychom na místo p. Lilla, jenž dosti dlouho se slavném mandátu otáleli, poslance si zvolili. [16,1519,446,1557]
grain-cell: 220 [563,141,729,152]
bursa-row [1356,1497,1802,1508]
article-paragraph: Benefice. Ve prospěch naší výtečné umělkyně slečny Otilie Malé provozuje se na divadle českém v pondělí dne 10. t. m. poprvé „Johanna Darik“, původní historická tragedie v 5 jednáních od dra Viléma Gablera. Benefice. Ve prospěch naší výtečné umělkyně slečny Otilie Malé provozuje se na divadle českém v pondělí dne 10. t. m. poprvé „Johanna Darik“, původní historická tragedie v 5 jednáních od dra Viléma Gablera. [16,582,446,661]
kniht-text: Nákladem knihtiskárny Dra. Ed. Grégra v Praze, v Růžové ulici č. 1416—II. vychází a jest tamtéž i ve všech knihkupectvích k dostání: [1356,1002,1802,1027]
bursa-cell: — [1734,1453,1802,1464]
grain-price-table [463,20,893,174]
kniht-signature: Knihtiskárna Dra. Ed. Grégra [1635,1348,1802,1359]
grain-cell: 1660 [563,86,729,97]
bursa-cell: Akcie bank. [1604,1442,1734,1453]
vodnan-text: Z Vodňan, 27. listop. (Primární ceny trhu.) Na 100 vozech přivezeno bylo 304 měr pšenice po 3 zl. 80 kr., 89 m. žita po 4 zl. 50 kr. [463,788,893,813]
bursa-cell: 72.— [1547,1497,1604,1508]
theatre-start-1: Začátek o 7. hodině. (61. hra v předplacení.) [1009,1264,1239,1275]
theatre-date-2: Ve čtvrtek dne 6. prosince 1866. [1041,1437,1208,1449]
bursa-cell: Vyvazovací obligace [1356,1508,1547,1519]
letter-paragraph: Že jakási přestávka v placení prvního krejcaru by byla nastala jest holá lež, jak o tom podává spravedlivý důkaz rejstřík na první krejcar vedený správně a nepřetržené až do této chvíle. [1356,77,1802,116]
bursa-cell: Tissa [1604,1497,1734,1508]
article-paragraph: počítky zase až na virtuositu receptivní přivedeným, to nám v plné míře podává Kolár mohútností takřka přirozenější, každěmu přístupnější: zapomínáme rozebírat herce a divit se jeho dílům, a jeho ovládání všech uměleckých prostředků, i necháváme se na to unést živou postavou, vidím Leara samého s zapomínáme na herce Leara představujícího. [16,21,446,86]
kniht-address: v Praze 1416—II. [1714,1361,1802,1373]
ad-supplement: s čtrnáctidenní přílohou: [1515,810,1643,821]
letter-text: V „Pražském Denníku“ číslo 165 dne 26. listopadu t. r. oznámil se p. farář F. Kondelík ve Mšeně, že nepřijme žádný vánoční krejcar, a zasloužuje se za nutného, aby jemu nepodával žádný vánoční dar. Pan farář tím ani nepopřel, že nadbytečné peníze do vkladu ve prospěch občanů. [909,1607,1339,1659]
bursa-cell: — [1734,1519,1802,1529]
grain-cell: 2. [528,141,564,152]
grain-cell: 5.60—6.90 [811,31,893,42]
ad-predplaci: předplácí se [1547,870,1611,882]
bursa-cell: 10.25 [1547,1573,1604,1584]
drazd-text: Pšenice 100 lib. 56–65 (5 zl. 30 kr.), žito 51–52 (4 zl. 80 kr.), ječmen 45–48, oves 40–42. [463,1507,893,1532]
lottery-number-grid-2: 6947 6.27 8147 9392 10055 10173 10326 10989 11886 11892 11899 12185 12569 12749 12870 12963 13584 13659 14927 15063 15637 16467 16768 16872 18286 18578 18611 19127 19198 19496 20483 20862 21174 21796 22052 22125 22968 22714 22999 23290 23793 23807 24574 24603 24738 25165 25237 25366 25449 25618 26122 26150 26334 26380 26508 26734 26889 27126 27594 28025 28158 28607 28996 30141 30462 30897 31082 31246 31357 31435 31707 32227 32561 32476 33092 34099 34367 34666 35273 35760 36464 36978 37779 37826 37871 38241 38456 38735 38823 39682 40049 [463,1362,759,1467]
bursa-cell: 80.25 [1547,1486,1604,1497]
bursa-row [1356,1519,1802,1529]
grain-cell [463,31,528,42]
play-end-1: Konec o půl 10. hodině. [1057,1409,1192,1420]
grain-cell [730,97,811,108]
ad-invite: Pozvání ku předplacení [1441,705,1717,730]
article-koncert: Koncert konservatoře pražské uspořádán bude dne 8. t. m. o 12 hod. v pol. v sále konviktském. [16,674,446,699]
burse-title: Z vídeňské bursy, 3. prosince. [593,878,762,890]
grain-cell: 2. [528,163,564,174]
meteo-title: Meteorologické a magnetické pozorování. Pozorování dne 2. prosince. [933,1176,1332,1188]
ad-vcela: „Česká Včela.“ [1485,822,1673,849]
candidate-signature: Kandidat měst. rady karl. [1657,669,1802,681]
grain-cell: 1527 měřic lib. 81—83 [563,20,729,31]
drazd-title: Z drážďanské bursy na plodiny, 3. pros. [566,1490,789,1501]
houska-text: Na čas ode dne 1. až do 31. prosince 1866 udílí řemeslníci tyto ceny masa a vánočního pečiva. Na čas ode dne 1. až do 31. prosince 1866 udílí řemeslníci tyto ceny masa a vánočního pečiva. Na čas ode dne 1. až do 31. prosince 1866 udílí řemeslníci tyto ceny masa a vánočního pečiva. [463,696,893,748]
bursa-cell: 151.60 [1734,1442,1802,1453]
bursa-row [1356,1508,1802,1519]
grain-row [463,163,893,174]
bursa-cell: Londýn [1604,1529,1734,1540]
bursa-row [1356,1540,1802,1551]
notice-paragraph: Usedlostí číslo 24 v Šťáhlavech, dne 12. ledna, 12. února, 12. března. — Usedlost číslo 23 v Žerotíně. [909,93,1339,118]
letter-paragraph: Konečně, žeby byli hostinští do obecní kanceláře soustředěni a platili první krejcar, kdo tedy první krejcar platil? [1356,379,1802,404]
grain-cell: 808 [563,53,729,64]
bursa-cell: 5% stř. n. kon. a dne. [1356,1442,1547,1453]
article-benefice: Benefice. Ve prospěch naší výtečné umělkyně slečny Otilie Malé provozuje se na divadle českém v pondělí dne 10. t. m. poprvé „Johanna Darik“, původní historická tragedie v 5 jednáních od dra Viléma Gablera. [16,539,446,578]
bursa-cell: — [1734,1497,1802,1508]
grain-cell: Ječmene [463,75,528,86]
notice-paragraph: Den 3. prosince. Edgar Henner z Hennersfeldu syn c. k. podplukovníka na pensi, 11 let, číslo 193—2, zánětem krve. [909,974,1339,999]
grain-cell [730,152,811,163]
bursa-cell: Půjčka z r. 1864 [1356,1497,1547,1508]
grain-cell: 534 [563,31,729,42]
bursa-cell: Krajinské [1604,1431,1734,1442]
bursa-cell: 127.50 [1734,1562,1802,1573]
grain-cell: 1. [528,75,564,86]
sazba-filler: Na čas ode dne 1. až do 31. prosince 1866 udílí řemeslníci tyto ceny masa a vánočního pečiva. Na čas ode dne 1. až do 31. prosince 1866 udílí řemeslníci tyto ceny masa a vánočního pečiva. Na čas ode dne 1. až do 31. prosince 1866 udílí řemeslníci tyto ceny masa a vánočního pečiva. Na čas ode dne 1. až do 31. prosince 1866 udílí řemeslníci tyto ceny masa a vánočního pečiva. Na čas ode dne 1. až do 31. prosince 1866 udílí řemeslníci tyto ceny masa a vánočního pečiva. [463,266,893,345]
grain-cell: 71—73 [730,75,811,86]
divider [1356,1381,1802,1382]
grain-cell: 4.50—4.70 [811,108,893,119]
bursa-cell: — [1734,1464,1802,1475]
bursa-row [1356,1551,1802,1562]
grain-cell: 3.25—3.43 [811,86,893,97]
bursa-row [1356,1442,1802,1453]
article-paragraph: Pedagogického časopisu „Škola a život“ vydán sešit 7., a nebo vyjímáme zejména tyto články. Pedagogického časopisu „Škola a život“ vydán sešit 7., a nebo vyjímáme zejména tyto články. Pedagogického časopisu „Škola a život“ vydán sešit 7., a nebo vyjímáme zejména tyto články. Pedagogického časopisu „Škola a život“ vydán sešit 7., a nebo vyjímáme zejména tyto články. [16,1198,446,1264]
notice-paragraph: Domu oznamovatel, 5. prosince. Čítárna Musea království českého od 9 hod. dop. do 1 hod. v poledne. — Čítárna c. k. universitní knihovny otevřena od 9 hod. dop. do 1 hod. v poledne. — Výstava moderní válečné lodi na Příkopech na proti Piaristům od 9. hod. dop. do 8. hod. večer. [909,336,1339,388]
bursa-row [1356,1562,1802,1573]
grain-cell: 77—80 [730,31,811,42]
bursa-title: Zprávy z vídenské bursy. [1468,1389,1690,1409]
article-paragraph: „Živa“, přírodnický časopis dospěl k sešitu třetímu ročníku třináctého. „Živa“, přírodnický časopis dospěl k sešitu třetímu ročníku třináctého. „Živa“, přírodnický časopis dospěl k sešitu třetímu ročníku třináctého. [16,1094,446,1132]
grain-row [463,42,893,53]
lottery-head: po 1000 zl. č. 616 1590 1673 1952, [578,1167,778,1179]
letter-paragraph: Když roku 1865 zl. vys. sněmem první krejcar obci mšenské povolen a od Jeho Velič. krále potvrzen byl, vzpíral se jediný pan farář Kondelík přispívat tomuto a padal rekurs k slav. c. k. okresnímu úřadu, který však jak samo sebou rozumí se odmítnut byl. [1356,21,1802,73]
burse-text: Včerejší nedělní obchod byl mdlý. Kreditní akcie klesly na 151.60, severní dráha na 161.60, státní dráha na 205.40. [463,895,893,920]
advert-kvety [1356,697,1802,1001]
bursa-cell: — [1547,1551,1604,1562]
book-obrazek: Obrázek [1475,1055,1683,1107]
grain-cell: 48—51 [730,130,811,141]
grain-cell [463,42,528,53]
italie-title: Spojení s Italií. [634,1472,721,1484]
bursa-cell: 5% metalliky . . . [1356,1464,1547,1475]
